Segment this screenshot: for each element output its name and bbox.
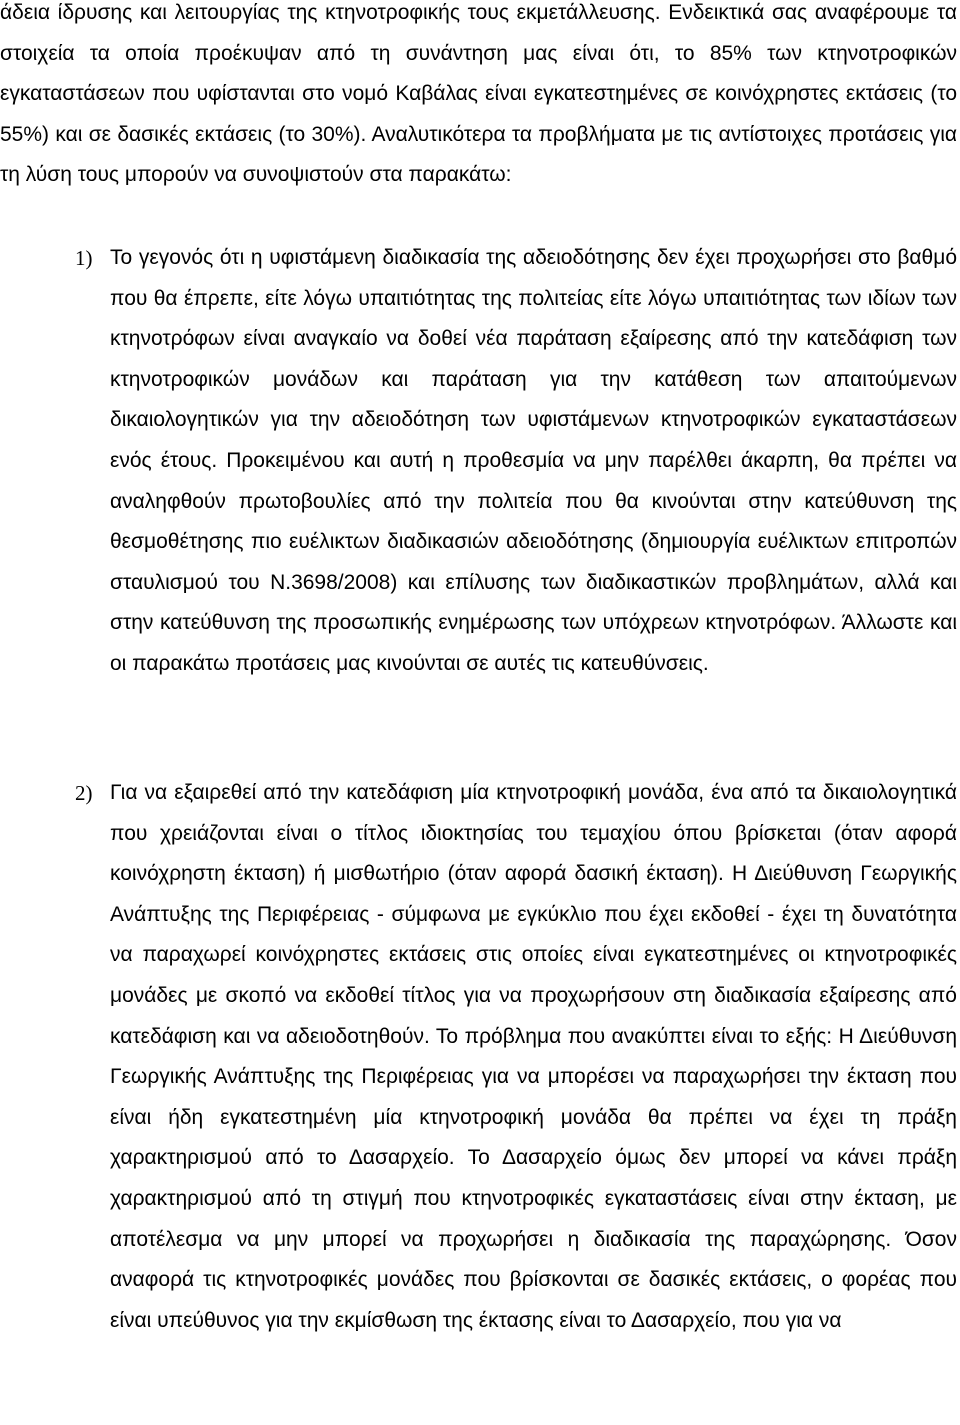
list-item-text: Για να εξαιρεθεί από την κατεδάφιση μία κτηνοτροφική μονάδα, ένα από τα δικαιολογητικά που χρειάζονται είναι ο τίτλος ιδιοκτησίας του τεμαχίου όπου βρίσκεται (όταν αφορά κοινόχρηστη έκταση) ή μισθωτήριο (όταν αφορά δασική έκταση). Η Διεύθυνση Γεωργικής Ανάπτυξης της Περιφέρειας - σύμφωνα με εγκύκλιο που έχει εκδοθεί - έχει τη δυνατότητα να παραχωρεί κοινόχρηστες εκτάσεις στις οποίες είναι εγκατεστημένες οι κτηνοτροφικές μονάδες με σκοπό να εκδοθεί τίτλος για να προχωρήσουν στη διαδικασία εξαίρεσης από κατεδάφιση και να αδειοδοτηθούν. Το πρόβλημα που ανακύπτει είναι το εξής: Η Διεύθυνση Γεωργικής Ανάπτυξης της Περιφέρειας για να μπορέσει να παραχωρήσει την έκταση που είναι ήδη εγκατεστημένη μία κτηνοτροφική μονάδα θα πρέπει να έχει τη πράξη χαρακτηρισμού από το Δασαρχείο. Το Δασαρχείο όμως δεν μπορεί να κάνει πράξη χαρακτηρισμού από τη στιγμή που κτηνοτροφικές εγκαταστάσεις είναι στην έκταση, με αποτέλεσμα να μην μπορεί να προχωρήσει η διαδικασία της παραχώρησης. Όσον αναφορά τις κτηνοτροφικές μονάδες που βρίσκονται σε δασικές εκτάσεις, ο φορέας που είναι υπεύθυνος για την εκμίσθωση της έκτασης είναι το Δασαρχείο, που για να (110, 781, 957, 1332)
intro-paragraph: άδεια ίδρυσης και λειτουργίας της κτηνοτροφικής τους εκμετάλλευσης. Ενδεικτικά σας αναφέρουμε τα στοιχεία τα οποία προέκυψαν από τη συνάντηση μας είναι ότι, το 85% των κτηνοτροφικών εγκαταστάσεων που υφίστανται στο νομό Καβάλας είναι εγκατεστημένες σε κοινόχρηστες εκτάσεις (το 55%) και σε δασικές εκτάσεις (το 30%). Αναλυτικότερα τα προβλήματα με τις αντίστοιχες προτάσεις για τη λύση τους μπορούν να συνοψιστούν στα παρακάτω: (0, 1, 957, 187)
list-item-number: 2) (75, 781, 93, 805)
list-item-text: Το γεγονός ότι η υφιστάμενη διαδικασία της αδειοδότησης δεν έχει προχωρήσει στο βαθμό που θα έπρεπε, είτε λόγω υπαιτιότητας της πολιτείας είτε λόγω υπαιτιότητας των ιδίων των κτηνοτρόφων είναι αναγκαίο να δοθεί νέα παράταση εξαίρεσης από την κατεδάφιση των κτηνοτροφικών μονάδων και παράταση για την κατάθεση των απαιτούμενων δικαιολογητικών για την αδειοδότηση των υφιστάμενων κτηνοτροφικών εγκαταστάσεων ενός έτους. Προκειμένου και αυτή η προθεσμία να μην παρέλθει άκαρπη, θα πρέπει να αναληφθούν πρωτοβουλίες από την πολιτεία που θα κινούνται στην κατεύθυνση της θεσμοθέτησης πιο ευέλικτων διαδικασιών αδειοδότησης (δημιουργία ευέλικτων επιτροπών σταυλισμού του Ν.3698/2008) και επίλυσης των διαδικαστικών προβλημάτων, αλλά και στην κατεύθυνση της προσωπικής ενημέρωσης των υπόχρεων κτηνοτρόφων. Άλλωστε και οι παρακάτω προτάσεις μας κινούνται σε αυτές τις κατευθύνσεις. (110, 246, 957, 675)
list-item-number: 1) (75, 246, 93, 270)
